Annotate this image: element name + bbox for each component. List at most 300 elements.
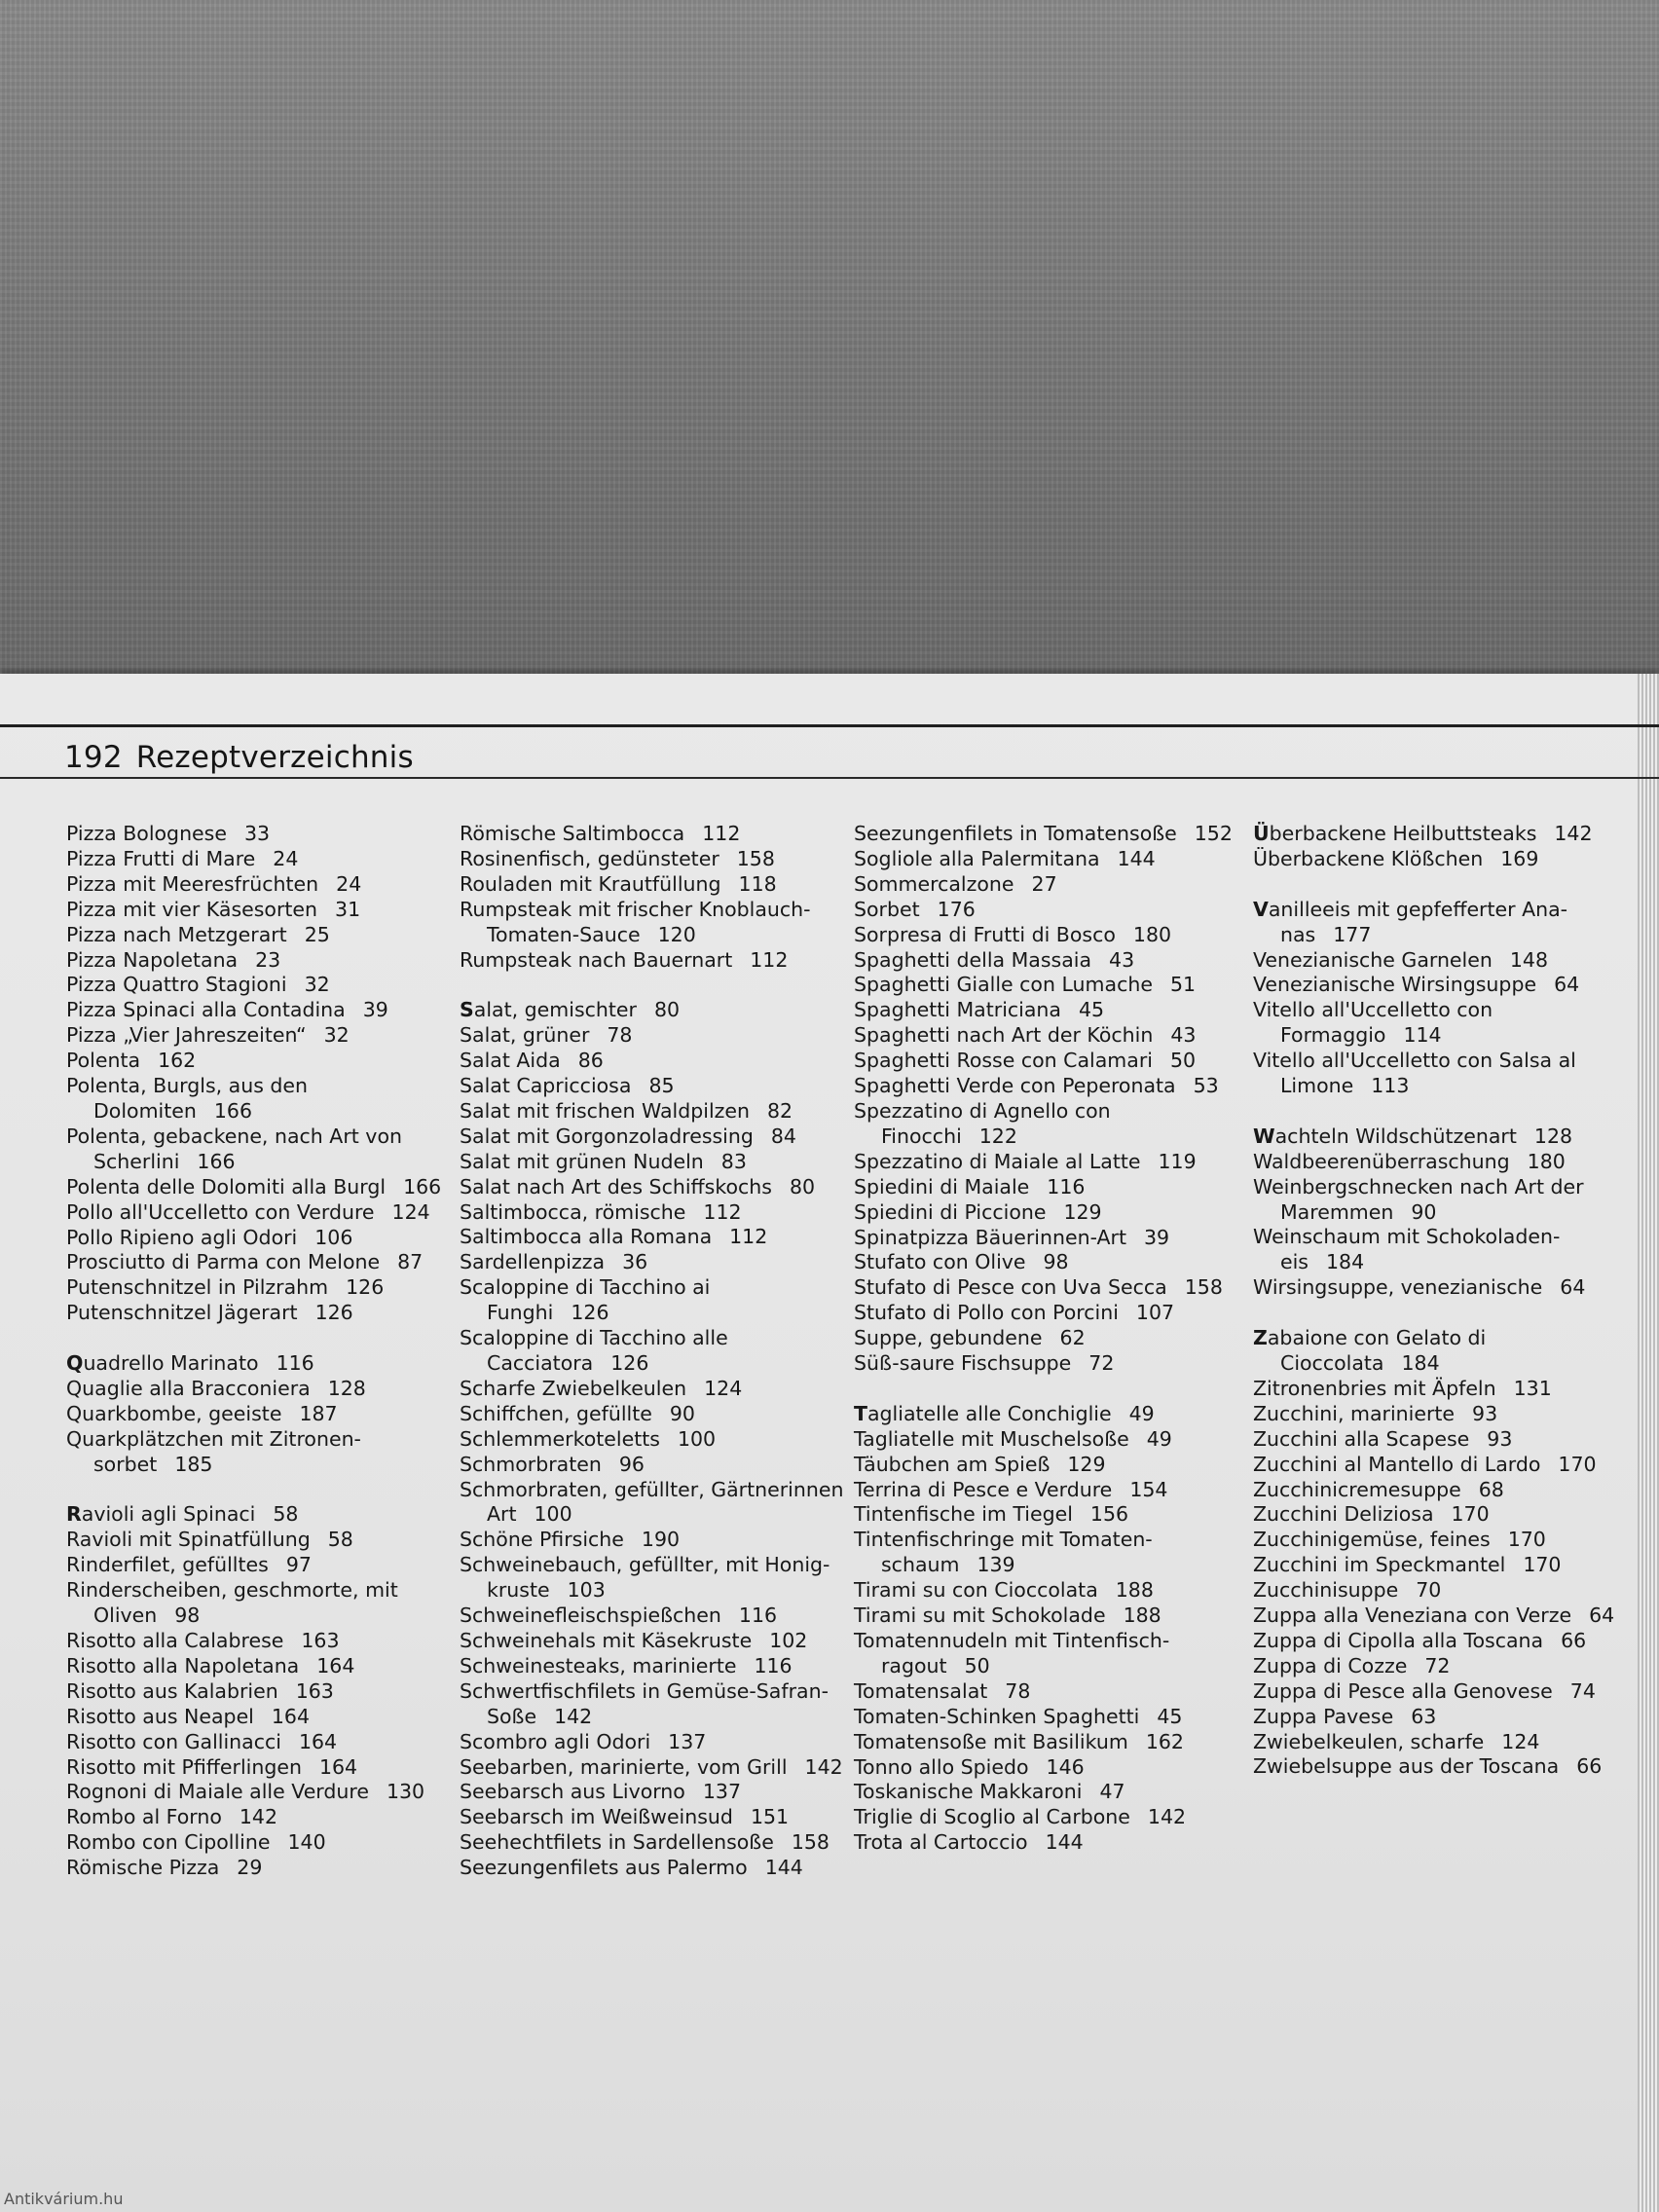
index-entry <box>460 1023 839 1049</box>
entry-title: Waldbeerenüberraschung <box>1253 1149 1510 1173</box>
entry-page-number: 144 <box>1045 1830 1084 1855</box>
entry-page-number: 152 <box>1194 822 1233 845</box>
entry-page-number: 124 <box>1501 1729 1540 1753</box>
entry-title: Trota al Cartoccio <box>854 1830 1028 1855</box>
index-entry <box>460 847 839 872</box>
entry-title: kruste <box>487 1578 550 1603</box>
index-entry <box>1253 1175 1633 1200</box>
entry-page-number: 142 <box>804 1754 843 1779</box>
index-entry <box>460 1553 839 1578</box>
index-entry <box>66 1780 446 1805</box>
index-entry <box>66 948 446 974</box>
entry-page-number: 98 <box>1043 1250 1069 1274</box>
entry-title: Tagliatelle alle Conchiglie <box>854 1401 1112 1425</box>
index-entry <box>66 1805 446 1830</box>
index-entry <box>1253 1326 1633 1351</box>
entry-title: Salat Capricciosa <box>460 1074 632 1098</box>
entry-page-number: 188 <box>1123 1604 1161 1628</box>
index-entry <box>460 1275 839 1301</box>
entry-page-number: 180 <box>1527 1149 1566 1173</box>
entry-title: Römische Saltimbocca <box>460 822 685 845</box>
index-entry <box>66 1175 446 1200</box>
entry-page-number: 70 <box>1416 1578 1442 1603</box>
entry-title: Dolomiten <box>93 1098 197 1123</box>
entry-title: Sogliole alla Palermitana <box>854 846 1100 870</box>
entry-page-number: 184 <box>1401 1350 1440 1375</box>
entry-page-number: 58 <box>327 1528 353 1552</box>
entry-page-number: 146 <box>1046 1754 1085 1779</box>
entry-title: Scaloppine di Tacchino ai <box>460 1275 711 1300</box>
entry-page-number: 78 <box>607 1023 633 1048</box>
entry-title: Salat mit frischen Waldpilzen <box>460 1098 751 1123</box>
entry-title: Zuppa di Pesce alla Genovese <box>1253 1678 1553 1703</box>
entry-page-number: 58 <box>273 1502 299 1527</box>
entry-page-number: 100 <box>677 1426 717 1451</box>
entry-page-number: 39 <box>1144 1225 1170 1249</box>
entry-page-number: 43 <box>1109 947 1135 972</box>
index-entry <box>1253 898 1633 923</box>
entry-page-number: 177 <box>1333 922 1372 946</box>
index-entry <box>854 1351 1234 1377</box>
entry-title: Venezianische Wirsingsuppe <box>1253 973 1537 997</box>
index-entry <box>66 1351 446 1377</box>
entry-page-number: 29 <box>237 1856 263 1880</box>
index-entry <box>1253 1074 1633 1099</box>
index-entry <box>460 998 839 1023</box>
index-entry <box>854 1730 1234 1755</box>
index-entry <box>854 998 1234 1023</box>
entry-title: Funghi <box>487 1301 554 1325</box>
index-entry <box>1253 1049 1633 1074</box>
entry-title: schaum <box>881 1553 960 1577</box>
index-entry <box>1253 1629 1633 1654</box>
entry-page-number: 120 <box>657 922 696 946</box>
index-entry <box>460 1124 839 1150</box>
entry-page-number: 142 <box>239 1805 278 1829</box>
entry-page-number: 124 <box>704 1376 743 1400</box>
entry-page-number: 130 <box>386 1780 425 1804</box>
index-column-2 <box>460 822 844 1881</box>
index-entry <box>854 923 1234 948</box>
entry-title: Maremmen <box>1280 1199 1394 1224</box>
entry-title: Soße <box>487 1704 537 1728</box>
index-entry <box>1253 1705 1633 1730</box>
entry-title: Spezzatino di Agnello con <box>854 1098 1111 1123</box>
entry-page-number: 128 <box>1533 1124 1573 1148</box>
entry-page-number: 180 <box>1132 922 1172 946</box>
entry-title: Tintenfische im Tiegel <box>854 1502 1073 1527</box>
entry-title: Polenta <box>66 1049 141 1073</box>
entry-title: Seebarben, marinierte, vom Grill <box>460 1754 788 1779</box>
index-entry <box>1253 1502 1633 1528</box>
entry-title: Schwertfischfilets in Gemüse-Safran- <box>460 1678 829 1703</box>
entry-title: Täubchen am Spieß <box>854 1452 1051 1476</box>
entry-page-number: 187 <box>299 1401 338 1425</box>
index-entry <box>460 1175 839 1200</box>
index-entry <box>854 1049 1234 1074</box>
index-entry <box>66 1453 446 1478</box>
entry-title: Risotto con Gallinacci <box>66 1729 281 1753</box>
entry-page-number: 97 <box>285 1553 312 1577</box>
index-entry <box>460 1705 839 1730</box>
entry-page-number: 90 <box>1411 1199 1437 1224</box>
index-entry <box>66 1654 446 1679</box>
entry-title: Risotto alla Calabrese <box>66 1628 284 1652</box>
entry-page-number: 190 <box>641 1528 681 1552</box>
index-entry <box>1253 1730 1633 1755</box>
index-entry <box>1253 1453 1633 1478</box>
entry-page-number: 82 <box>767 1098 793 1123</box>
entry-page-number: 156 <box>1089 1502 1129 1527</box>
entry-page-number: 129 <box>1067 1452 1106 1476</box>
entry-title: Zucchinisuppe <box>1253 1578 1399 1603</box>
entry-page-number: 103 <box>567 1578 606 1603</box>
index-entry <box>1253 1225 1633 1250</box>
entry-page-number: 144 <box>764 1856 803 1880</box>
index-entry <box>854 1124 1234 1150</box>
index-entry <box>460 1326 839 1351</box>
entry-title: Seebarsch aus Livorno <box>460 1780 685 1804</box>
entry-title: Wachteln Wildschützenart <box>1253 1124 1517 1148</box>
index-entry <box>1253 1377 1633 1402</box>
entry-page-number: 23 <box>255 947 281 972</box>
entry-title: Spaghetti Rosse con Calamari <box>854 1049 1153 1073</box>
entry-page-number: 64 <box>1554 973 1580 997</box>
entry-title: Römische Pizza <box>66 1856 220 1880</box>
index-entry <box>460 1402 839 1427</box>
index-entry <box>854 1502 1234 1528</box>
entry-page-number: 162 <box>158 1049 197 1073</box>
entry-title: Schlemmerkoteletts <box>460 1426 660 1451</box>
entry-title: Pizza Spinaci alla Contadina <box>66 998 346 1022</box>
index-entry <box>460 1225 839 1250</box>
index-entry <box>460 1629 839 1654</box>
entry-title: Toskanische Makkaroni <box>854 1780 1083 1804</box>
entry-page-number: 170 <box>1558 1452 1597 1476</box>
index-entry <box>854 847 1234 872</box>
index-entry <box>1253 1124 1633 1150</box>
entry-page-number: 62 <box>1059 1326 1086 1350</box>
entry-title: Zucchini Deliziosa <box>1253 1502 1434 1527</box>
entry-title: Zucchinicremesuppe <box>1253 1477 1461 1501</box>
index-column-3 <box>854 822 1234 1856</box>
index-entry <box>1253 1250 1633 1275</box>
index-entry <box>66 1705 446 1730</box>
index-entry <box>66 1023 446 1049</box>
index-entry <box>854 1629 1234 1654</box>
entry-page-number: 142 <box>554 1704 593 1728</box>
index-entry <box>66 1226 446 1251</box>
entry-page-number: 166 <box>213 1098 253 1123</box>
index-entry <box>66 923 446 948</box>
header-rule-top <box>0 724 1659 727</box>
index-entry <box>460 1377 839 1402</box>
index-entry <box>1253 1528 1633 1553</box>
entry-title: eis <box>1280 1250 1309 1274</box>
index-entry <box>66 1528 446 1553</box>
index-entry <box>460 1830 839 1856</box>
index-entry <box>460 948 839 974</box>
entry-title: Zucchini im Speckmantel <box>1253 1553 1506 1577</box>
entry-title: Spinatpizza Bäuerinnen-Art <box>854 1225 1127 1249</box>
entry-title: Zucchinigemüse, feines <box>1253 1528 1491 1552</box>
entry-title: Polenta, gebackene, nach Art von <box>66 1124 402 1148</box>
entry-page-number: 39 <box>362 998 388 1022</box>
index-entry <box>460 898 839 923</box>
index-entry <box>1253 1402 1633 1427</box>
entry-page-number: 118 <box>738 871 777 896</box>
index-entry <box>66 1074 446 1099</box>
entry-title: Quarkbombe, geeiste <box>66 1401 282 1425</box>
entry-title: Risotto alla Napoletana <box>66 1653 300 1677</box>
entry-page-number: 126 <box>346 1275 385 1300</box>
entry-title: Tirami su mit Schokolade <box>854 1604 1106 1628</box>
entry-title: Quaglie alla Bracconiera <box>66 1376 311 1400</box>
entry-page-number: 112 <box>750 947 789 972</box>
entry-page-number: 148 <box>1509 947 1548 972</box>
entry-title: Tomaten-Sauce <box>487 922 641 946</box>
entry-title: Schweinebauch, gefüllter, mit Honig- <box>460 1553 830 1577</box>
entry-title: Risotto aus Kalabrien <box>66 1678 278 1703</box>
entry-title: Rombo con Cipolline <box>66 1830 271 1855</box>
entry-title: Vitello all'Uccelletto con <box>1253 998 1493 1022</box>
entry-page-number: 124 <box>391 1199 430 1224</box>
entry-page-number: 93 <box>1472 1401 1498 1425</box>
entry-page-number: 164 <box>316 1653 355 1677</box>
index-entry <box>460 822 839 847</box>
entry-title: Spaghetti Verde con Peperonata <box>854 1074 1176 1098</box>
entry-page-number: 113 <box>1371 1074 1410 1098</box>
entry-title: Putenschnitzel in Pilzrahm <box>66 1275 329 1300</box>
entry-title: Putenschnitzel Jägerart <box>66 1301 298 1325</box>
entry-title: Zuppa di Cipolla alla Toscana <box>1253 1628 1544 1652</box>
entry-page-number: 112 <box>702 822 741 845</box>
entry-title: Quadrello Marinato <box>66 1351 259 1376</box>
running-header <box>64 740 414 775</box>
entry-page-number: 85 <box>648 1074 675 1098</box>
entry-title: Formaggio <box>1280 1023 1386 1048</box>
entry-title: Spaghetti della Massaia <box>854 947 1092 972</box>
index-entry <box>854 1578 1234 1604</box>
index-entry <box>1253 1478 1633 1503</box>
entry-title: Rombo al Forno <box>66 1805 222 1829</box>
entry-page-number: 166 <box>403 1174 442 1198</box>
index-entry <box>460 1099 839 1124</box>
entry-title: Zitronenbries mit Äpfeln <box>1253 1376 1496 1400</box>
index-entry <box>1253 1553 1633 1578</box>
index-entry <box>66 1679 446 1705</box>
index-entry <box>854 1275 1234 1301</box>
entry-title: Zwiebelkeulen, scharfe <box>1253 1729 1485 1753</box>
entry-page-number: 64 <box>1589 1604 1615 1628</box>
letter-gap <box>854 1377 1234 1402</box>
entry-page-number: 33 <box>243 822 271 845</box>
entry-title: Pizza mit Meeresfrüchten <box>66 871 319 896</box>
index-entry <box>854 1453 1234 1478</box>
entry-title: Tomatensalat <box>854 1678 988 1703</box>
entry-page-number: 151 <box>750 1805 790 1829</box>
index-entry <box>460 1150 839 1175</box>
entry-title: Spezzatino di Maiale al Latte <box>854 1149 1141 1173</box>
entry-title: Spaghetti Matriciana <box>854 998 1061 1022</box>
index-entry <box>854 1250 1234 1275</box>
entry-title: Salat, gemischter <box>460 998 637 1022</box>
entry-title: Salat mit Gorgonzoladressing <box>460 1124 754 1148</box>
index-entry <box>1253 973 1633 998</box>
index-entry <box>460 923 839 948</box>
index-entry <box>854 1150 1234 1175</box>
index-entry <box>854 1604 1234 1629</box>
entry-page-number: 164 <box>298 1729 338 1753</box>
entry-page-number: 80 <box>653 998 681 1022</box>
index-entry <box>1253 1578 1633 1604</box>
entry-title: Triglie di Scoglio al Carbone <box>854 1805 1130 1829</box>
entry-title: Schöne Pfirsiche <box>460 1528 624 1552</box>
entry-page-number: 158 <box>1184 1275 1223 1300</box>
entry-title: Sardellenpizza <box>460 1250 606 1274</box>
entry-title: Polenta delle Dolomiti alla Burgl <box>66 1174 387 1198</box>
index-entry <box>460 1453 839 1478</box>
letter-gap <box>66 1326 446 1351</box>
entry-page-number: 126 <box>314 1301 353 1325</box>
index-entry <box>460 1049 839 1074</box>
entry-page-number: 116 <box>754 1653 793 1677</box>
index-entry <box>854 1780 1234 1805</box>
index-entry <box>1253 822 1633 847</box>
entry-page-number: 49 <box>1128 1401 1155 1425</box>
entry-page-number: 87 <box>397 1250 424 1274</box>
entry-page-number: 102 <box>769 1628 808 1652</box>
entry-page-number: 78 <box>1005 1678 1031 1703</box>
entry-page-number: 139 <box>977 1553 1015 1577</box>
index-entry <box>1253 923 1633 948</box>
index-entry <box>460 1528 839 1553</box>
entry-title: Pollo Ripieno agli Odori <box>66 1225 298 1249</box>
entry-page-number: 31 <box>335 897 361 921</box>
entry-title: Pizza mit vier Käsesorten <box>66 897 318 921</box>
entry-title: Rumpsteak nach Bauernart <box>460 947 733 972</box>
index-entry <box>460 1856 839 1881</box>
index-entry <box>66 973 446 998</box>
index-entry <box>854 1679 1234 1705</box>
entry-page-number: 144 <box>1117 846 1156 870</box>
entry-page-number: 66 <box>1561 1628 1587 1652</box>
entry-title: Salat mit grünen Nudeln <box>460 1149 704 1173</box>
entry-page-number: 170 <box>1507 1528 1546 1552</box>
entry-page-number: 163 <box>295 1678 334 1703</box>
index-column-4 <box>1253 822 1633 1780</box>
entry-title: Limone <box>1280 1074 1354 1098</box>
index-entry <box>66 1856 446 1881</box>
index-entry <box>854 1175 1234 1200</box>
entry-page-number: 107 <box>1135 1301 1175 1325</box>
entry-title: Scharfe Zwiebelkeulen <box>460 1376 687 1400</box>
entry-title: Zuppa di Cozze <box>1253 1653 1408 1677</box>
entry-title: Salat nach Art des Schiffskochs <box>460 1174 772 1198</box>
index-entry <box>460 1604 839 1629</box>
entry-page-number: 74 <box>1569 1678 1596 1703</box>
watermark: Antikvárium.hu <box>4 2190 124 2208</box>
entry-title: Tagliatelle mit Muschelsoße <box>854 1426 1129 1451</box>
entry-title: Prosciutto di Parma con Melone <box>66 1250 381 1274</box>
index-entry <box>854 822 1234 847</box>
entry-page-number: 140 <box>287 1830 326 1855</box>
entry-page-number: 50 <box>964 1653 990 1677</box>
entry-title: Spiedini di Maiale <box>854 1174 1030 1198</box>
index-entry <box>66 1377 446 1402</box>
entry-title: Schweinefleischspießchen <box>460 1604 721 1628</box>
entry-page-number: 137 <box>702 1780 741 1804</box>
entry-title: Spiedini di Piccione <box>854 1199 1047 1224</box>
index-entry <box>854 898 1234 923</box>
entry-title: Schweinehals mit Käsekruste <box>460 1628 753 1652</box>
index-entry <box>460 1805 839 1830</box>
index-entry <box>1253 1275 1633 1301</box>
entry-page-number: 128 <box>327 1376 366 1400</box>
index-entry <box>1253 1150 1633 1175</box>
entry-title: Ravioli agli Spinaci <box>66 1502 256 1527</box>
entry-title: Weinschaum mit Schokoladen- <box>1253 1225 1561 1249</box>
entry-title: Tirami su con Cioccolata <box>854 1578 1098 1603</box>
entry-title: Zuppa alla Veneziana con Verze <box>1253 1604 1572 1628</box>
entry-title: Art <box>487 1502 517 1527</box>
index-entry <box>66 1730 446 1755</box>
entry-page-number: 116 <box>276 1351 314 1376</box>
index-entry <box>66 1578 446 1604</box>
index-entry <box>66 998 446 1023</box>
entry-page-number: 126 <box>571 1301 609 1325</box>
entry-page-number: 166 <box>197 1149 236 1173</box>
entry-page-number: 68 <box>1478 1477 1504 1501</box>
entry-page-number: 72 <box>1088 1351 1115 1376</box>
entry-title: Pizza Bolognese <box>66 822 227 845</box>
entry-title: Terrina di Pesce e Verdure <box>854 1477 1113 1501</box>
index-entry <box>854 1654 1234 1679</box>
index-entry <box>460 1502 839 1528</box>
entry-title: Süß-saure Fischsuppe <box>854 1351 1072 1376</box>
index-entry <box>854 1478 1234 1503</box>
entry-title: Tomatennudeln mit Tintenfisch- <box>854 1628 1170 1652</box>
entry-page-number: 116 <box>1047 1174 1086 1198</box>
index-entry <box>66 898 446 923</box>
index-entry <box>1253 1679 1633 1705</box>
entry-title: Oliven <box>93 1604 158 1628</box>
entry-page-number: 80 <box>789 1174 816 1198</box>
entry-title: Tintenfischringe mit Tomaten- <box>854 1528 1153 1552</box>
entry-title: Spaghetti Gialle con Lumache <box>854 973 1153 997</box>
index-entry <box>854 1528 1234 1553</box>
entry-page-number: 137 <box>668 1729 707 1753</box>
index-entry <box>460 1200 839 1226</box>
index-entry <box>854 1326 1234 1351</box>
index-entry <box>854 1023 1234 1049</box>
entry-title: Salat, grüner <box>460 1023 590 1048</box>
index-entry <box>66 1629 446 1654</box>
entry-title: Ravioli mit Spinatfüllung <box>66 1528 311 1552</box>
index-entry <box>1253 1427 1633 1453</box>
page-number: 192 <box>64 740 123 775</box>
entry-page-number: 96 <box>618 1452 645 1476</box>
entry-title: Zucchini al Mantello di Lardo <box>1253 1452 1541 1476</box>
entry-page-number: 188 <box>1115 1578 1154 1603</box>
index-entry <box>66 1150 446 1175</box>
entry-page-number: 129 <box>1063 1199 1102 1224</box>
entry-title: Saltimbocca alla Romana <box>460 1225 713 1249</box>
book-page <box>0 674 1659 2212</box>
entry-title: Stufato con Olive <box>854 1250 1026 1274</box>
index-entry <box>66 1250 446 1275</box>
index-entry <box>460 1754 843 1781</box>
